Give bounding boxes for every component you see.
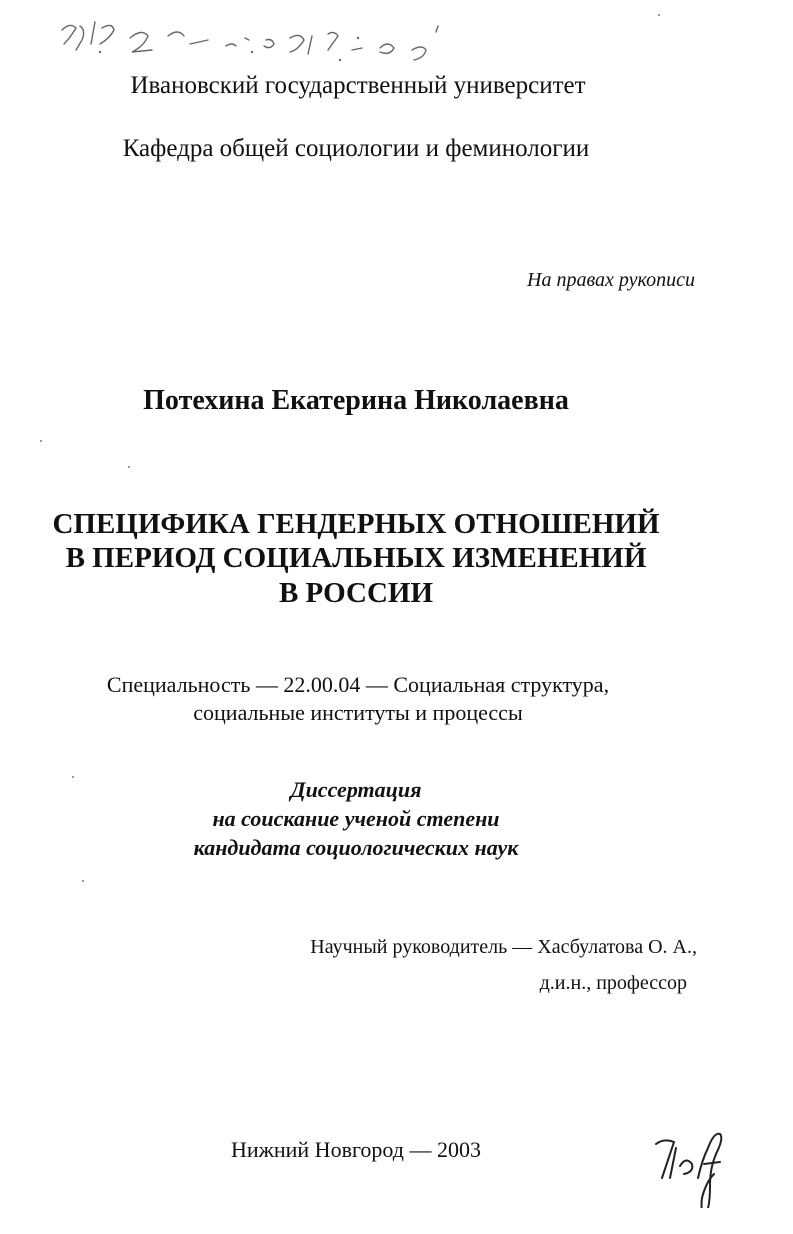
supervisor-line: Научный руководитель — Хасбулатова О. А., — [310, 936, 697, 958]
department-name: Кафедра общей социологии и феминологии — [122, 135, 590, 162]
manuscript-note: На правах рукописи — [527, 269, 695, 291]
dissertation-type-line: Диссертация — [290, 777, 422, 802]
handwritten-signature — [646, 1118, 736, 1208]
city-year: Нижний Новгород — 2003 — [231, 1137, 481, 1162]
university-name: Ивановский государственный университет — [130, 72, 586, 99]
specialty-line: Специальность — 22.00.04 — Социальная структура, — [106, 672, 610, 697]
scan-speck — [82, 880, 84, 882]
dissertation-type-line: на соискание ученой степени — [212, 806, 500, 831]
scan-speck — [40, 440, 42, 442]
scan-speck — [658, 14, 660, 16]
handwritten-annotation — [40, 8, 470, 78]
thesis-title-line: СПЕЦИФИКА ГЕНДЕРНЫХ ОТНОШЕНИЙ — [52, 508, 660, 540]
thesis-title-line: В ПЕРИОД СОЦИАЛЬНЫХ ИЗМЕНЕНИЙ — [65, 542, 647, 574]
scan-speck — [128, 466, 130, 468]
thesis-title-line: В РОССИИ — [278, 577, 434, 609]
author-name: Потехина Екатерина Николаевна — [143, 385, 569, 416]
specialty-line: социальные институты и процессы — [193, 700, 523, 725]
supervisor-degree: д.и.н., профессор — [539, 972, 687, 994]
dissertation-type-line: кандидата социологических наук — [193, 835, 519, 860]
